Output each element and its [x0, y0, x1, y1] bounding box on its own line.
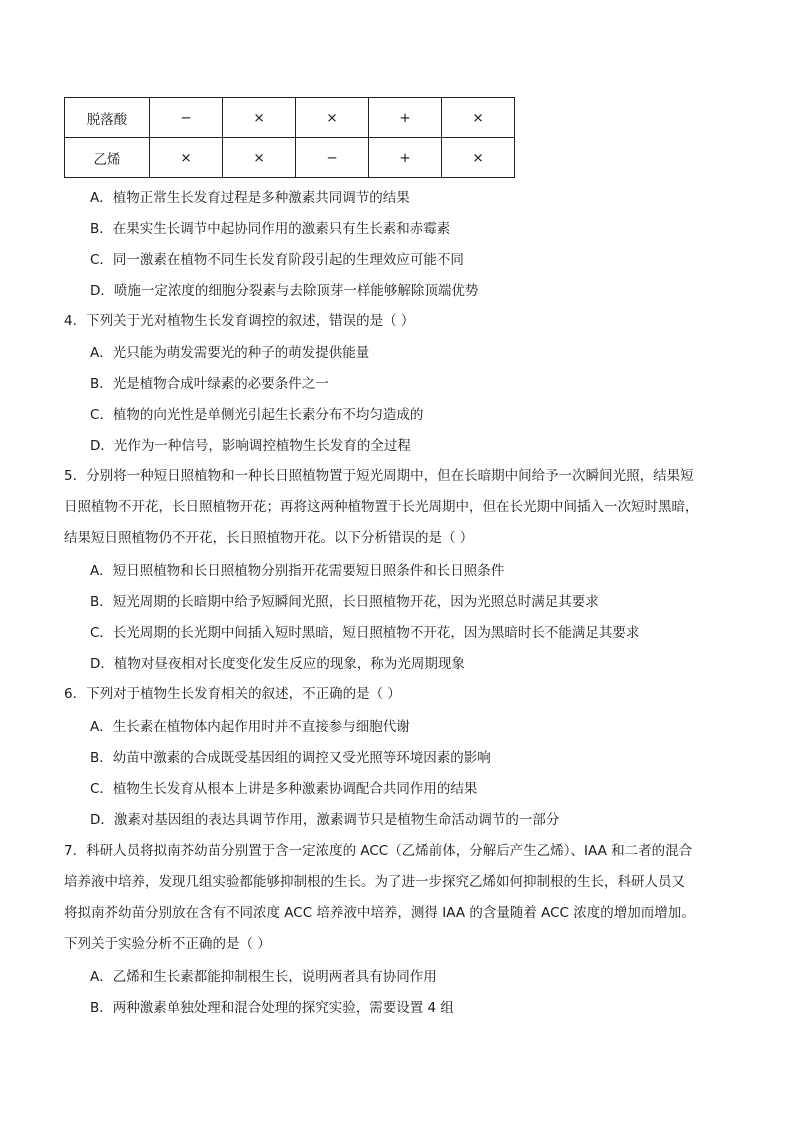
q6-option-a: A．生长素在植物体内起作用时并不直接参与细胞代谢 — [90, 719, 410, 735]
q4-stem: 4．下列关于光对植物生长发育调控的叙述，错误的是（ ） — [64, 313, 415, 329]
q6-option-d: D．激素对基因组的表达具调节作用，激素调节只是植物生命活动调节的一部分 — [90, 812, 560, 828]
q7-stem-line-1: 7．科研人员将拟南芥幼苗分别置于含一定浓度的 ACC（乙烯前体，分解后产生乙烯）、IAA 和二者的混合 — [64, 843, 693, 859]
q3-option-a: A．植物正常生长发育过程是多种激素共同调节的结果 — [90, 190, 410, 206]
q6-stem: 6．下列对于植物生长发育相关的叙述，不正确的是（ ） — [64, 686, 401, 702]
q7-stem-line-2: 培养液中培养，发现几组实验都能够抑制根的生长。为了进一步探究乙烯如何抑制根的生长，科研人员又 — [64, 874, 685, 890]
table-row — [65, 138, 515, 178]
q4-option-c: C．植物的向光性是单侧光引起生长素分布不均匀造成的 — [90, 407, 424, 423]
q4-option-b: B．光是植物合成叶绿素的必要条件之一 — [90, 376, 329, 392]
q7-stem-line-3: 将拟南芥幼苗分别放在含有不同浓度 ACC 培养液中培养，测得 IAA 的含量随着 ACC 浓度的增加而增加。 — [64, 905, 695, 921]
q6-option-c: C．植物生长发育从根本上讲是多种激素协调配合共同作用的结果 — [90, 781, 478, 797]
q4-option-d: D．光作为一种信号，影响调控植物生长发育的全过程 — [90, 438, 411, 454]
q3-option-b: B．在果实生长调节中起协同作用的激素只有生长素和赤霉素 — [90, 221, 451, 237]
table-cell: × — [442, 98, 515, 138]
q3-option-d: D．喷施一定浓度的细胞分裂素与去除顶芽一样能够解除顶端优势 — [90, 283, 479, 299]
table-cell: + — [369, 138, 442, 178]
q7-stem-line-4: 下列关于实验分析不正确的是（ ） — [64, 936, 271, 952]
table-cell: + — [369, 98, 442, 138]
q5-stem-line-1: 5．分别将一种短日照植物和一种长日照植物置于短光周期中，但在长暗期中间给予一次瞬间光照，结果短 — [64, 468, 694, 484]
q3-option-c: C．同一激素在植物不同生长发育阶段引起的生理效应可能不同 — [90, 252, 464, 268]
q5-stem-line-3: 结果短日照植物仍不开花，长日照植物开花。以下分析错误的是（ ） — [64, 530, 474, 546]
q6-option-b: B．幼苗中激素的合成既受基因组的调控又受光照等环境因素的影响 — [90, 750, 491, 766]
table-cell: × — [150, 138, 223, 178]
table-cell: × — [296, 98, 369, 138]
q5-stem-line-2: 日照植物不开花，长日照植物开花；再将这两种植物置于长光周期中，但在长光期中间插入一次短时黑暗， — [64, 499, 699, 515]
table-cell-hormone: 脱落酸 — [65, 98, 150, 138]
table-row — [65, 98, 515, 138]
table-cell: × — [223, 98, 296, 138]
q5-option-c: C．长光周期的长光期中间插入短时黑暗，短日照植物不开花，因为黑暗时长不能满足其要求 — [90, 625, 640, 641]
q5-option-a: A．短日照植物和长日照植物分别指开花需要短日照条件和长日照条件 — [90, 563, 505, 579]
hormone-effect-table — [64, 97, 515, 178]
table-cell: − — [296, 138, 369, 178]
q4-option-a: A．光只能为萌发需要光的种子的萌发提供能量 — [90, 345, 370, 361]
q5-option-b: B．短光周期的长暗期中给予短瞬间光照，长日照植物开花，因为光照总时满足其要求 — [90, 594, 599, 610]
table-cell-hormone: 乙烯 — [65, 138, 150, 178]
table-cell: × — [442, 138, 515, 178]
q7-option-b: B．两种激素单独处理和混合处理的探究实验，需要设置 4 组 — [90, 1000, 454, 1016]
table-cell: − — [150, 98, 223, 138]
q7-option-a: A．乙烯和生长素都能抑制根生长，说明两者具有协同作用 — [90, 969, 437, 985]
q5-option-d: D．植物对昼夜相对长度变化发生反应的现象，称为光周期现象 — [90, 656, 465, 672]
table-cell: × — [223, 138, 296, 178]
